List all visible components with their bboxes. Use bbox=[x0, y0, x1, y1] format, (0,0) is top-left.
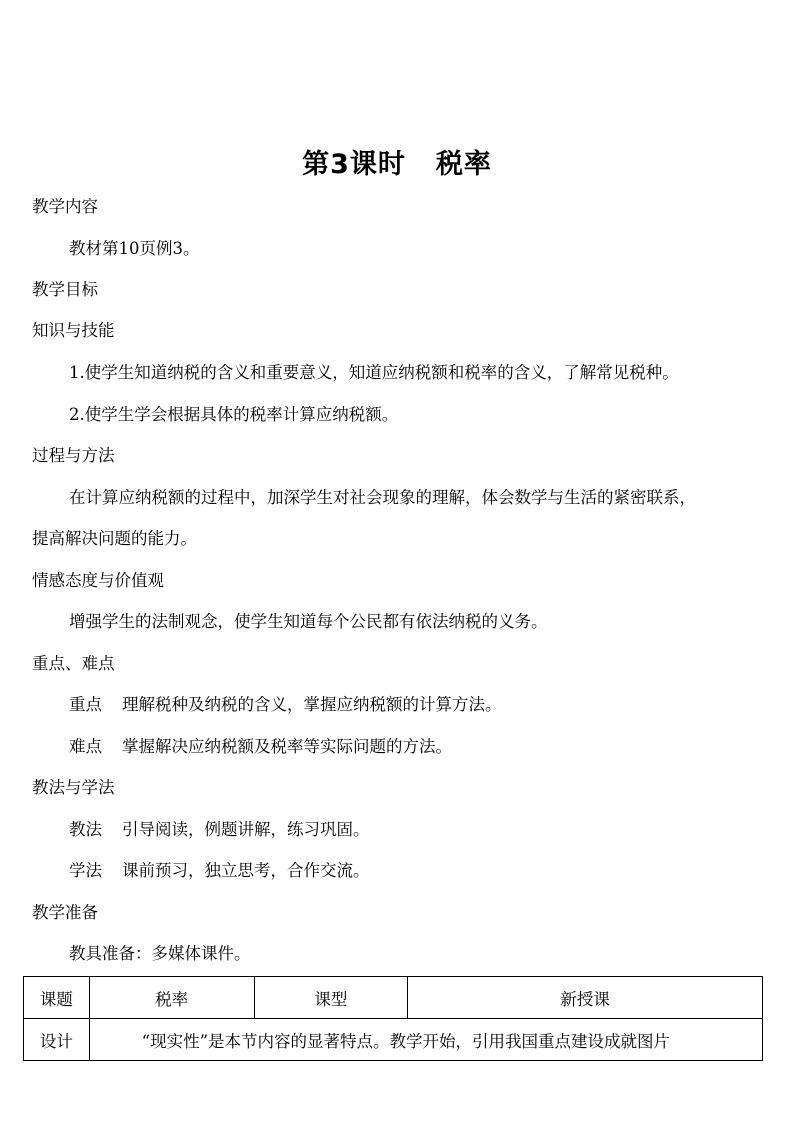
difficult-point-line bbox=[69, 735, 776, 759]
topic-value-cell: 税率 bbox=[89, 977, 254, 1019]
table-row bbox=[24, 1019, 763, 1061]
type-value-cell: 新授课 bbox=[408, 977, 763, 1019]
key-point-line bbox=[69, 693, 776, 717]
teach-method-line bbox=[69, 818, 776, 842]
teach-method-label: 教法 bbox=[69, 820, 102, 839]
title-lesson-number: 第3课时 bbox=[302, 149, 406, 180]
learn-method-label: 学法 bbox=[69, 861, 102, 880]
key-point-label: 重点 bbox=[69, 695, 102, 714]
process-text-line-1: 在计算应纳税额的过程中，加深学生对社会现象的理解，体会数学与生活的紧密联系， bbox=[69, 488, 696, 507]
knowledge-item-2: 2.使学生学会根据具体的税率计算应纳税额。 bbox=[69, 405, 399, 424]
knowledge-item-1: 1.使学生知道纳税的含义和重要意义，知道应纳税额和税率的含义，了解常见税种。 bbox=[69, 363, 679, 382]
teaching-content-text: 教材第10页例3。 bbox=[69, 239, 200, 258]
title-topic: 税率 bbox=[435, 149, 492, 180]
learn-method-text: 课前预习，独立思考，合作交流。 bbox=[122, 861, 370, 880]
heading-emotion-values: 情感态度与价值观 bbox=[32, 571, 164, 590]
difficult-point-text: 掌握解决应纳税额及税率等实际问题的方法。 bbox=[122, 737, 452, 756]
heading-process-method: 过程与方法 bbox=[32, 446, 115, 465]
process-text-line-2: 提高解决问题的能力。 bbox=[32, 529, 197, 548]
type-label-cell: 课型 bbox=[254, 977, 408, 1019]
design-text-cell: “现实性”是本节内容的显著特点。教学开始，引用我国重点建设成就图片 bbox=[89, 1019, 762, 1061]
key-point-text: 理解税种及纳税的含义，掌握应纳税额的计算方法。 bbox=[122, 695, 502, 714]
topic-label-cell: 课题 bbox=[24, 977, 90, 1019]
heading-teaching-preparation: 教学准备 bbox=[32, 903, 98, 922]
emotion-text: 增强学生的法制观念，使学生知道每个公民都有依法纳税的义务。 bbox=[69, 612, 548, 631]
lesson-info-table bbox=[23, 976, 763, 1061]
heading-teaching-content: 教学内容 bbox=[32, 197, 98, 216]
learn-method-line bbox=[69, 859, 776, 883]
teach-method-text: 引导阅读，例题讲解，练习巩固。 bbox=[122, 820, 370, 839]
preparation-text: 教具准备：多媒体课件。 bbox=[69, 944, 251, 963]
heading-key-difficult-points: 重点、难点 bbox=[32, 654, 115, 673]
heading-teaching-methods: 教法与学法 bbox=[32, 778, 115, 797]
heading-teaching-goals: 教学目标 bbox=[32, 280, 98, 299]
table-row bbox=[24, 977, 763, 1019]
difficult-point-label: 难点 bbox=[69, 737, 102, 756]
design-label-cell: 设计 bbox=[24, 1019, 90, 1061]
heading-knowledge-skills: 知识与技能 bbox=[32, 321, 115, 340]
page-title bbox=[0, 143, 794, 187]
